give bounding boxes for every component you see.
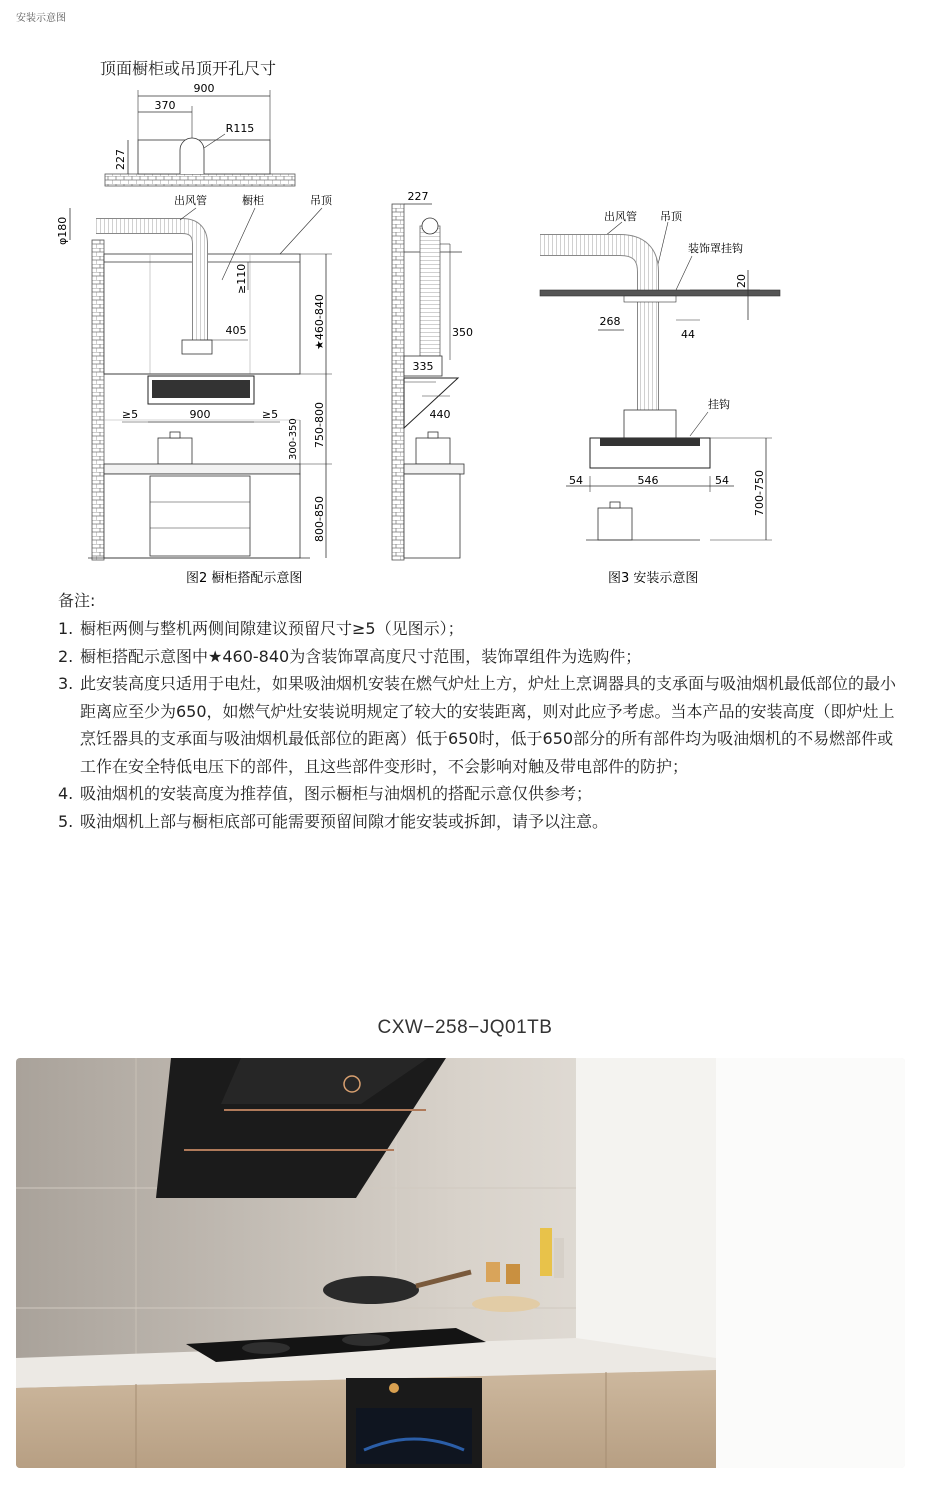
note-number: 2. [58,646,74,666]
note-text: 此安装高度只适用于电灶，如果吸油烟机安装在燃气炉灶上方，炉灶上烹调器具的支承面与吸油烟机最低部位的最小距离应至少为650，如燃气炉灶安装说明规定了较大的安装距离，则对此应予考虑。当本产品的安装高度（即炉灶上烹饪器具的支承面与吸油烟机最低部位的距离）低于650时，低于650部分的所有部件均为吸油烟机的不易燃部件或工作在安全特低电压下的部件，且这些部件变形时，不会影响对触及带电部件的防护； [80,674,897,776]
model-number: CXW−258−JQ01TB [377,1017,553,1038]
kitchen-scene [16,1058,905,1468]
dim-54-left: 54 [569,474,583,487]
dim-44: 44 [681,328,695,341]
top-view-title: 顶面橱柜或吊顶开孔尺寸 [100,59,277,78]
label-cabinet-fig2: 橱柜 [242,194,264,207]
side-view [392,190,473,560]
note-item [58,808,898,836]
note-number: 5. [58,811,74,831]
notes-title: 备注: [58,591,96,610]
figure-2-cabinet [56,193,333,586]
dim-750-800: 750-800 [313,402,326,448]
dim-110: ≥110 [235,263,248,294]
note-text: 橱柜搭配示意图中★460-840为含装饰罩高度尺寸范围，装饰罩组件为选购件； [80,646,642,666]
installation-diagram [0,40,930,600]
note-text: 橱柜两侧与整机两侧间隙建议预留尺寸≥5（见图示）； [80,619,464,638]
figure-2-caption: 图2 橱柜搭配示意图 [186,571,303,586]
dim-405: 405 [225,324,247,337]
label-duct-fig2: 出风管 [174,194,207,207]
figure-3-install [540,209,780,586]
note-text: 吸油烟机上部与橱柜底部可能需要预留间隙才能安装或拆卸，请予以注意。 [80,811,609,831]
note-text: 吸油烟机的安装高度为推荐值，图示橱柜与油烟机的搭配示意仅供参考； [80,784,593,803]
dim-54-right: 54 [715,474,729,487]
cutting-board [472,1296,540,1312]
label-hook: 挂钩 [708,398,730,411]
dim-800-850: 800-850 [313,496,326,542]
wok [323,1276,419,1304]
note-number: 3. [58,674,74,693]
product-photo [16,1058,905,1468]
installation-drawing [0,40,930,600]
dim-900-top: 900 [193,82,215,95]
dim-546: 546 [637,474,659,487]
label-ceiling-fig2: 吊顶 [310,194,332,207]
section-tag: 安装示意图 [16,13,66,24]
dim-r115: R115 [225,122,255,135]
note-item [58,780,898,808]
dim-gap-left: ≥5 [121,408,139,421]
oil-bottle [540,1228,552,1276]
top-view [100,59,295,186]
figure-3-caption: 图3 安装示意图 [608,571,699,586]
dim-227-side: 227 [407,190,429,203]
notes-list [58,615,898,835]
note-item [58,670,898,780]
note-item [58,615,898,643]
label-duct-fig3: 出风管 [604,210,637,223]
dim-20: 20 [735,274,748,288]
dim-phi180: φ180 [56,216,69,245]
dim-227-top: 227 [114,149,127,170]
dim-460-840: ★460-840 [313,294,326,350]
dim-300-350: 300-350 [288,418,299,460]
dim-900-fig2: 900 [189,408,211,421]
dim-440: 440 [429,408,451,421]
label-hook-cover: 装饰罩挂钩 [688,242,743,255]
dim-700-750: 700-750 [753,470,766,516]
dim-335: 335 [412,360,434,373]
dim-350: 350 [452,326,473,339]
note-number: 4. [58,784,74,803]
label-ceiling-fig3: 吊顶 [660,210,682,223]
note-number: 1. [58,619,74,638]
dim-gap-right: ≥5 [261,408,279,421]
note-item [58,643,898,671]
dim-268: 268 [599,315,621,328]
dim-370: 370 [154,99,176,112]
notes-section [58,588,898,835]
